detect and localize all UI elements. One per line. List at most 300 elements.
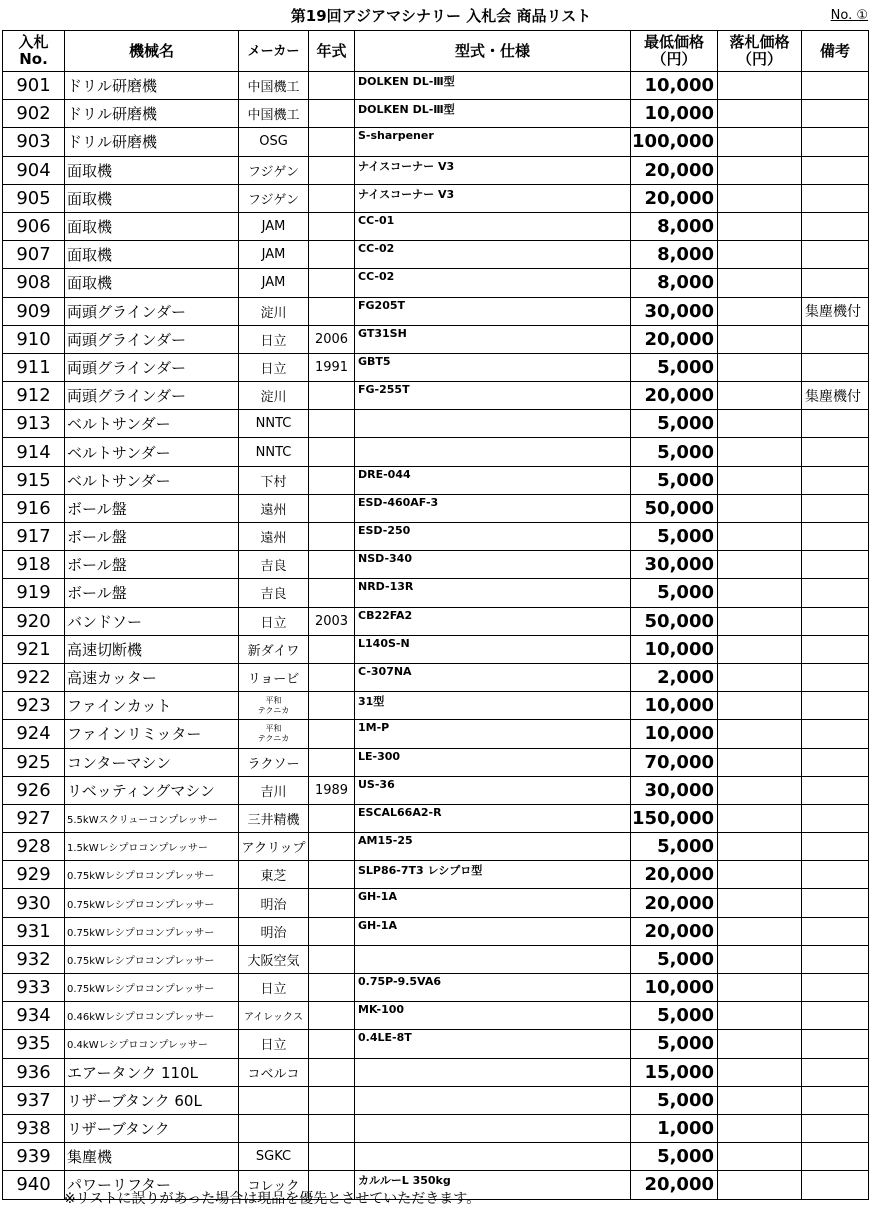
cell-maker: 日立 xyxy=(239,325,309,353)
cell-no: 905 xyxy=(3,184,65,212)
cell-no: 911 xyxy=(3,353,65,381)
table-row xyxy=(3,128,869,156)
cell-model: ナイスコーナー V3 xyxy=(355,184,631,212)
table-row xyxy=(3,1058,869,1086)
table-row xyxy=(3,551,869,579)
cell-min-price: 5,000 xyxy=(631,466,718,494)
cell-year xyxy=(309,410,355,438)
cell-year xyxy=(309,156,355,184)
cell-year xyxy=(309,889,355,917)
cell-year xyxy=(309,720,355,748)
cell-note xyxy=(802,128,869,156)
cell-maker: SGKC xyxy=(239,1143,309,1171)
cell-year xyxy=(309,1002,355,1030)
cell-maker: 明治 xyxy=(239,917,309,945)
cell-model: ESCAL66A2-R xyxy=(355,804,631,832)
cell-no: 913 xyxy=(3,410,65,438)
cell-min-price: 5,000 xyxy=(631,1002,718,1030)
cell-min-price: 5,000 xyxy=(631,1030,718,1058)
table-row xyxy=(3,917,869,945)
cell-year: 2006 xyxy=(309,325,355,353)
cell-min-price: 20,000 xyxy=(631,1171,718,1199)
cell-maker: フジゲン xyxy=(239,156,309,184)
cell-bid-price xyxy=(718,438,802,466)
cell-machine-name: ドリル研磨機 xyxy=(65,128,239,156)
cell-note xyxy=(802,241,869,269)
cell-machine-name: 0.75kWレシプロコンプレッサー xyxy=(65,861,239,889)
cell-bid-price xyxy=(718,720,802,748)
cell-no: 902 xyxy=(3,100,65,128)
cell-note xyxy=(802,748,869,776)
cell-maker: 吉川 xyxy=(239,776,309,804)
cell-model: MK-100 xyxy=(355,1002,631,1030)
cell-year xyxy=(309,494,355,522)
table-row xyxy=(3,1114,869,1142)
cell-note xyxy=(802,692,869,720)
cell-maker: JAM xyxy=(239,269,309,297)
table-row xyxy=(3,861,869,889)
cell-no: 929 xyxy=(3,861,65,889)
cell-min-price: 20,000 xyxy=(631,156,718,184)
cell-bid-price xyxy=(718,466,802,494)
cell-machine-name: 両頭グラインダー xyxy=(65,382,239,410)
cell-note xyxy=(802,1030,869,1058)
cell-machine-name: ドリル研磨機 xyxy=(65,100,239,128)
cell-no: 931 xyxy=(3,917,65,945)
cell-machine-name: パワーリフター xyxy=(65,1171,239,1199)
cell-bid-price xyxy=(718,748,802,776)
cell-min-price: 10,000 xyxy=(631,635,718,663)
table-row xyxy=(3,410,869,438)
cell-model: L140S-N xyxy=(355,635,631,663)
table-row xyxy=(3,353,869,381)
cell-model: DOLKEN DL-Ⅲ型 xyxy=(355,72,631,100)
table-row xyxy=(3,663,869,691)
cell-maker: アイレックス xyxy=(239,1002,309,1030)
cell-no: 932 xyxy=(3,945,65,973)
cell-no: 926 xyxy=(3,776,65,804)
cell-min-price: 30,000 xyxy=(631,776,718,804)
cell-min-price: 70,000 xyxy=(631,748,718,776)
cell-machine-name: ボール盤 xyxy=(65,551,239,579)
cell-min-price: 8,000 xyxy=(631,269,718,297)
cell-no: 901 xyxy=(3,72,65,100)
cell-min-price: 8,000 xyxy=(631,212,718,240)
cell-year xyxy=(309,297,355,325)
cell-min-price: 20,000 xyxy=(631,861,718,889)
col-header-no-label: 入札 No. xyxy=(18,33,49,68)
cell-note xyxy=(802,100,869,128)
cell-bid-price xyxy=(718,523,802,551)
cell-maker: 遠州 xyxy=(239,494,309,522)
cell-min-price: 5,000 xyxy=(631,579,718,607)
cell-bid-price xyxy=(718,100,802,128)
table-row xyxy=(3,100,869,128)
cell-maker: 日立 xyxy=(239,353,309,381)
cell-maker: NNTC xyxy=(239,410,309,438)
cell-note xyxy=(802,551,869,579)
cell-year xyxy=(309,974,355,1002)
cell-year xyxy=(309,466,355,494)
cell-model xyxy=(355,1114,631,1142)
col-header-maker: メーカー xyxy=(239,31,309,72)
cell-no: 939 xyxy=(3,1143,65,1171)
cell-note xyxy=(802,663,869,691)
cell-machine-name: 0.75kWレシプロコンプレッサー xyxy=(65,974,239,1002)
cell-no: 930 xyxy=(3,889,65,917)
cell-no: 916 xyxy=(3,494,65,522)
cell-year xyxy=(309,241,355,269)
col-header-min-price-label: 最低価格 （円） xyxy=(643,33,704,68)
cell-year xyxy=(309,635,355,663)
cell-year: 1991 xyxy=(309,353,355,381)
cell-maker: 遠州 xyxy=(239,523,309,551)
cell-no: 915 xyxy=(3,466,65,494)
cell-min-price: 50,000 xyxy=(631,607,718,635)
cell-machine-name: ベルトサンダー xyxy=(65,410,239,438)
cell-machine-name: 0.75kWレシプロコンプレッサー xyxy=(65,889,239,917)
cell-maker: JAM xyxy=(239,212,309,240)
cell-no: 927 xyxy=(3,804,65,832)
cell-machine-name: ドリル研磨機 xyxy=(65,72,239,100)
cell-bid-price xyxy=(718,861,802,889)
cell-no: 914 xyxy=(3,438,65,466)
cell-no: 938 xyxy=(3,1114,65,1142)
cell-note xyxy=(802,974,869,1002)
cell-no: 924 xyxy=(3,720,65,748)
cell-min-price: 2,000 xyxy=(631,663,718,691)
cell-bid-price xyxy=(718,551,802,579)
cell-model: GH-1A xyxy=(355,889,631,917)
cell-model: C-307NA xyxy=(355,663,631,691)
cell-year xyxy=(309,1143,355,1171)
cell-year xyxy=(309,100,355,128)
cell-year xyxy=(309,72,355,100)
cell-maker: 平和 テクニカ xyxy=(239,720,309,748)
cell-maker: フジゲン xyxy=(239,184,309,212)
cell-model: ESD-250 xyxy=(355,523,631,551)
table-row xyxy=(3,833,869,861)
cell-machine-name: 面取機 xyxy=(65,269,239,297)
cell-no: 917 xyxy=(3,523,65,551)
table-row xyxy=(3,889,869,917)
cell-machine-name: 面取機 xyxy=(65,212,239,240)
cell-note xyxy=(802,212,869,240)
cell-maker: 淀川 xyxy=(239,297,309,325)
cell-bid-price xyxy=(718,1030,802,1058)
col-header-bid-price-label: 落札価格 （円） xyxy=(729,33,790,68)
table-row xyxy=(3,297,869,325)
cell-machine-name: 5.5kWスクリューコンプレッサー xyxy=(65,804,239,832)
cell-min-price: 5,000 xyxy=(631,1086,718,1114)
cell-bid-price xyxy=(718,917,802,945)
cell-note xyxy=(802,466,869,494)
cell-model: NSD-340 xyxy=(355,551,631,579)
col-header-year: 年式 xyxy=(309,31,355,72)
cell-bid-price xyxy=(718,1002,802,1030)
table-row xyxy=(3,156,869,184)
cell-min-price: 1,000 xyxy=(631,1114,718,1142)
cell-note xyxy=(802,72,869,100)
page-title: 第19回アジアマシナリー 入札会 商品リスト xyxy=(290,7,592,25)
cell-model: LE-300 xyxy=(355,748,631,776)
table-row xyxy=(3,945,869,973)
cell-no: 935 xyxy=(3,1030,65,1058)
cell-machine-name: 面取機 xyxy=(65,156,239,184)
table-row xyxy=(3,325,869,353)
cell-min-price: 20,000 xyxy=(631,917,718,945)
cell-model: CB22FA2 xyxy=(355,607,631,635)
cell-bid-price xyxy=(718,353,802,381)
cell-maker: 大阪空気 xyxy=(239,945,309,973)
cell-maker: 三井精機 xyxy=(239,804,309,832)
cell-note xyxy=(802,1143,869,1171)
cell-bid-price xyxy=(718,776,802,804)
cell-maker: 吉良 xyxy=(239,579,309,607)
table-header-row xyxy=(3,31,869,72)
cell-machine-name: ボール盤 xyxy=(65,579,239,607)
table-row xyxy=(3,494,869,522)
cell-model: AM15-25 xyxy=(355,833,631,861)
cell-maker xyxy=(239,1086,309,1114)
cell-bid-price xyxy=(718,635,802,663)
cell-no: 933 xyxy=(3,974,65,1002)
cell-machine-name: 0.46kWレシプロコンプレッサー xyxy=(65,1002,239,1030)
cell-year xyxy=(309,579,355,607)
cell-machine-name: 両頭グラインダー xyxy=(65,325,239,353)
cell-model xyxy=(355,410,631,438)
cell-no: 904 xyxy=(3,156,65,184)
cell-bid-price xyxy=(718,1143,802,1171)
cell-year: 1989 xyxy=(309,776,355,804)
cell-bid-price xyxy=(718,269,802,297)
col-header-min-price xyxy=(631,31,718,72)
table-row xyxy=(3,72,869,100)
cell-model: CC-02 xyxy=(355,269,631,297)
cell-note xyxy=(802,438,869,466)
cell-model: 0.75P-9.5VA6 xyxy=(355,974,631,1002)
cell-model: NRD-13R xyxy=(355,579,631,607)
cell-model: US-36 xyxy=(355,776,631,804)
cell-machine-name: リザーブタンク xyxy=(65,1114,239,1142)
table-row xyxy=(3,1143,869,1171)
cell-bid-price xyxy=(718,1171,802,1199)
table-row xyxy=(3,382,869,410)
cell-note xyxy=(802,1086,869,1114)
cell-min-price: 15,000 xyxy=(631,1058,718,1086)
cell-bid-price xyxy=(718,945,802,973)
cell-note xyxy=(802,607,869,635)
cell-machine-name: 面取機 xyxy=(65,241,239,269)
cell-note xyxy=(802,353,869,381)
cell-no: 919 xyxy=(3,579,65,607)
cell-year xyxy=(309,1030,355,1058)
cell-no: 922 xyxy=(3,663,65,691)
cell-min-price: 10,000 xyxy=(631,692,718,720)
cell-model: CC-02 xyxy=(355,241,631,269)
cell-min-price: 30,000 xyxy=(631,297,718,325)
cell-min-price: 5,000 xyxy=(631,353,718,381)
cell-bid-price xyxy=(718,1058,802,1086)
cell-note xyxy=(802,917,869,945)
cell-bid-price xyxy=(718,692,802,720)
cell-machine-name: ファインリミッター xyxy=(65,720,239,748)
cell-year: 2003 xyxy=(309,607,355,635)
table-row xyxy=(3,748,869,776)
cell-maker: 東芝 xyxy=(239,861,309,889)
cell-bid-price xyxy=(718,325,802,353)
cell-bid-price xyxy=(718,410,802,438)
cell-model: S-sharpener xyxy=(355,128,631,156)
table-row xyxy=(3,1002,869,1030)
cell-machine-name: 面取機 xyxy=(65,184,239,212)
table-row xyxy=(3,720,869,748)
cell-no: 936 xyxy=(3,1058,65,1086)
cell-machine-name: ベルトサンダー xyxy=(65,466,239,494)
cell-note xyxy=(802,945,869,973)
cell-maker: 淀川 xyxy=(239,382,309,410)
cell-machine-name: ボール盤 xyxy=(65,494,239,522)
table-row xyxy=(3,776,869,804)
cell-min-price: 5,000 xyxy=(631,945,718,973)
cell-note xyxy=(802,269,869,297)
table-row xyxy=(3,607,869,635)
cell-bid-price xyxy=(718,297,802,325)
cell-year xyxy=(309,692,355,720)
footnote: ※リストに誤りがあった場合は現品を優先とさせていただきます。 xyxy=(64,1191,481,1207)
cell-bid-price xyxy=(718,72,802,100)
cell-year xyxy=(309,523,355,551)
cell-min-price: 10,000 xyxy=(631,720,718,748)
cell-bid-price xyxy=(718,156,802,184)
cell-note xyxy=(802,720,869,748)
cell-no: 923 xyxy=(3,692,65,720)
cell-year xyxy=(309,804,355,832)
cell-model: FG-255T xyxy=(355,382,631,410)
cell-bid-price xyxy=(718,663,802,691)
product-list-table xyxy=(2,30,869,1200)
cell-min-price: 5,000 xyxy=(631,833,718,861)
table-row xyxy=(3,438,869,466)
table-row xyxy=(3,184,869,212)
cell-maker: コレック xyxy=(239,1171,309,1199)
cell-model: DOLKEN DL-Ⅲ型 xyxy=(355,100,631,128)
cell-min-price: 10,000 xyxy=(631,72,718,100)
cell-machine-name: 両頭グラインダー xyxy=(65,297,239,325)
cell-bid-price xyxy=(718,241,802,269)
col-header-note: 備考 xyxy=(802,31,869,72)
cell-year xyxy=(309,945,355,973)
cell-no: 934 xyxy=(3,1002,65,1030)
table-body xyxy=(3,72,869,1200)
cell-year xyxy=(309,184,355,212)
cell-machine-name: 高速カッター xyxy=(65,663,239,691)
table-row xyxy=(3,1030,869,1058)
cell-min-price: 5,000 xyxy=(631,523,718,551)
cell-bid-price xyxy=(718,212,802,240)
col-header-no xyxy=(3,31,65,72)
cell-machine-name: 高速切断機 xyxy=(65,635,239,663)
cell-min-price: 5,000 xyxy=(631,1143,718,1171)
col-header-name: 機械名 xyxy=(65,31,239,72)
table-row xyxy=(3,269,869,297)
cell-note xyxy=(802,410,869,438)
cell-year xyxy=(309,1114,355,1142)
cell-note xyxy=(802,833,869,861)
cell-bid-price xyxy=(718,1086,802,1114)
cell-no: 928 xyxy=(3,833,65,861)
cell-machine-name: リザーブタンク 60L xyxy=(65,1086,239,1114)
cell-model xyxy=(355,1058,631,1086)
cell-min-price: 5,000 xyxy=(631,410,718,438)
table-row xyxy=(3,523,869,551)
cell-model: 1M-P xyxy=(355,720,631,748)
cell-min-price: 100,000 xyxy=(631,128,718,156)
table-row xyxy=(3,692,869,720)
cell-note xyxy=(802,184,869,212)
cell-year xyxy=(309,551,355,579)
cell-model: GBT5 xyxy=(355,353,631,381)
cell-note xyxy=(802,494,869,522)
cell-note xyxy=(802,156,869,184)
cell-machine-name: ベルトサンダー xyxy=(65,438,239,466)
cell-note xyxy=(802,635,869,663)
cell-machine-name: バンドソー xyxy=(65,607,239,635)
cell-min-price: 10,000 xyxy=(631,974,718,1002)
cell-bid-price xyxy=(718,833,802,861)
cell-no: 940 xyxy=(3,1171,65,1199)
cell-no: 937 xyxy=(3,1086,65,1114)
cell-model xyxy=(355,1143,631,1171)
table-row xyxy=(3,466,869,494)
table-row xyxy=(3,974,869,1002)
cell-bid-price xyxy=(718,607,802,635)
cell-model xyxy=(355,945,631,973)
cell-maker: 日立 xyxy=(239,974,309,1002)
cell-model: ESD-460AF-3 xyxy=(355,494,631,522)
page-number: No. ① xyxy=(830,8,868,23)
cell-min-price: 20,000 xyxy=(631,184,718,212)
cell-year xyxy=(309,212,355,240)
cell-bid-price xyxy=(718,889,802,917)
cell-no: 903 xyxy=(3,128,65,156)
cell-model: CC-01 xyxy=(355,212,631,240)
cell-bid-price xyxy=(718,974,802,1002)
cell-no: 920 xyxy=(3,607,65,635)
cell-model: FG205T xyxy=(355,297,631,325)
cell-min-price: 20,000 xyxy=(631,325,718,353)
cell-year xyxy=(309,1086,355,1114)
col-header-bid-price xyxy=(718,31,802,72)
cell-note xyxy=(802,1058,869,1086)
cell-no: 909 xyxy=(3,297,65,325)
cell-no: 921 xyxy=(3,635,65,663)
table-row xyxy=(3,804,869,832)
cell-bid-price xyxy=(718,128,802,156)
cell-min-price: 5,000 xyxy=(631,438,718,466)
cell-maker: OSG xyxy=(239,128,309,156)
cell-maker: 日立 xyxy=(239,1030,309,1058)
cell-year xyxy=(309,269,355,297)
cell-model: 0.4LE-8T xyxy=(355,1030,631,1058)
cell-model: カルルーL 350kg xyxy=(355,1171,631,1199)
cell-machine-name: 1.5kWレシプロコンプレッサー xyxy=(65,833,239,861)
cell-year xyxy=(309,748,355,776)
cell-note xyxy=(802,861,869,889)
cell-maker: NNTC xyxy=(239,438,309,466)
table-row xyxy=(3,212,869,240)
cell-maker: JAM xyxy=(239,241,309,269)
